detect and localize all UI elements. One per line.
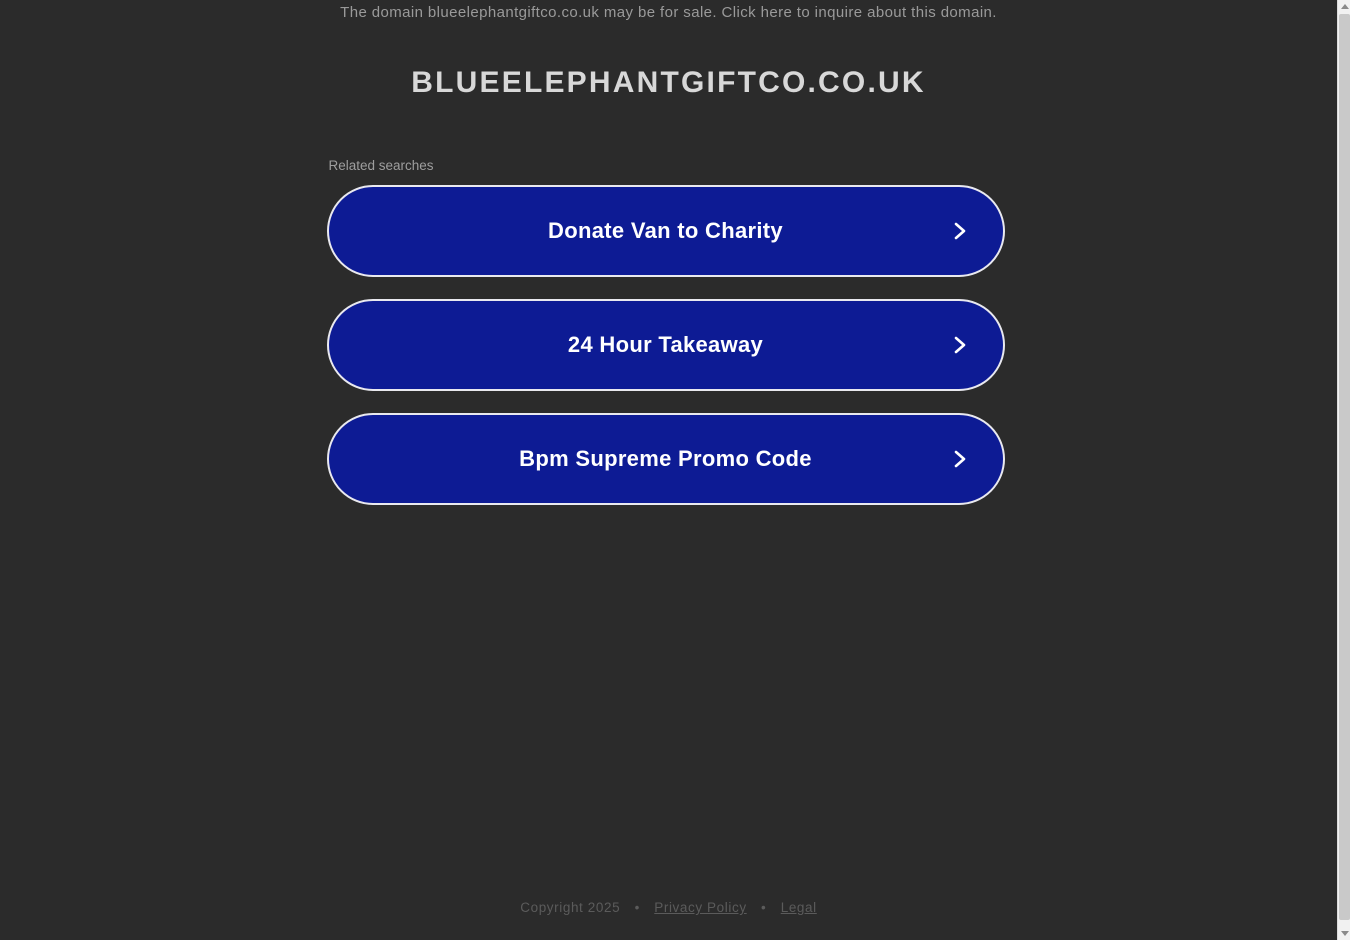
scroll-up-arrow-icon[interactable] — [1338, 0, 1350, 13]
footer-copyright: Copyright 2025 — [520, 900, 621, 915]
page-title: BLUEELEPHANTGIFTCO.CO.UK — [411, 66, 926, 99]
chevron-right-icon — [951, 222, 969, 240]
related-search-label: Donate Van to Charity — [548, 218, 783, 243]
vertical-scrollbar[interactable] — [1337, 0, 1350, 940]
related-search-label: Bpm Supreme Promo Code — [519, 446, 812, 471]
scroll-down-arrow-icon[interactable] — [1338, 927, 1350, 940]
for-sale-notice-text[interactable]: The domain blueelephantgiftco.co.uk may be for sale. Click here to inquire about this domain. — [340, 4, 997, 21]
chevron-right-icon — [951, 336, 969, 354]
legal-link[interactable]: Legal — [780, 900, 817, 915]
privacy-policy-link[interactable]: Privacy Policy — [654, 900, 747, 915]
for-sale-notice — [0, 0, 1337, 22]
footer-separator: • — [761, 900, 767, 915]
related-search-card-1[interactable] — [327, 185, 1005, 277]
scrollbar-thumb[interactable] — [1339, 14, 1350, 920]
related-searches-block — [327, 158, 1007, 505]
footer — [0, 900, 1337, 915]
chevron-right-icon — [951, 450, 969, 468]
related-searches-label: Related searches — [328, 158, 434, 173]
related-search-card-2[interactable] — [327, 299, 1005, 391]
related-search-card-3[interactable] — [327, 413, 1005, 505]
related-search-label: 24 Hour Takeaway — [567, 332, 764, 357]
footer-separator: • — [634, 900, 640, 915]
